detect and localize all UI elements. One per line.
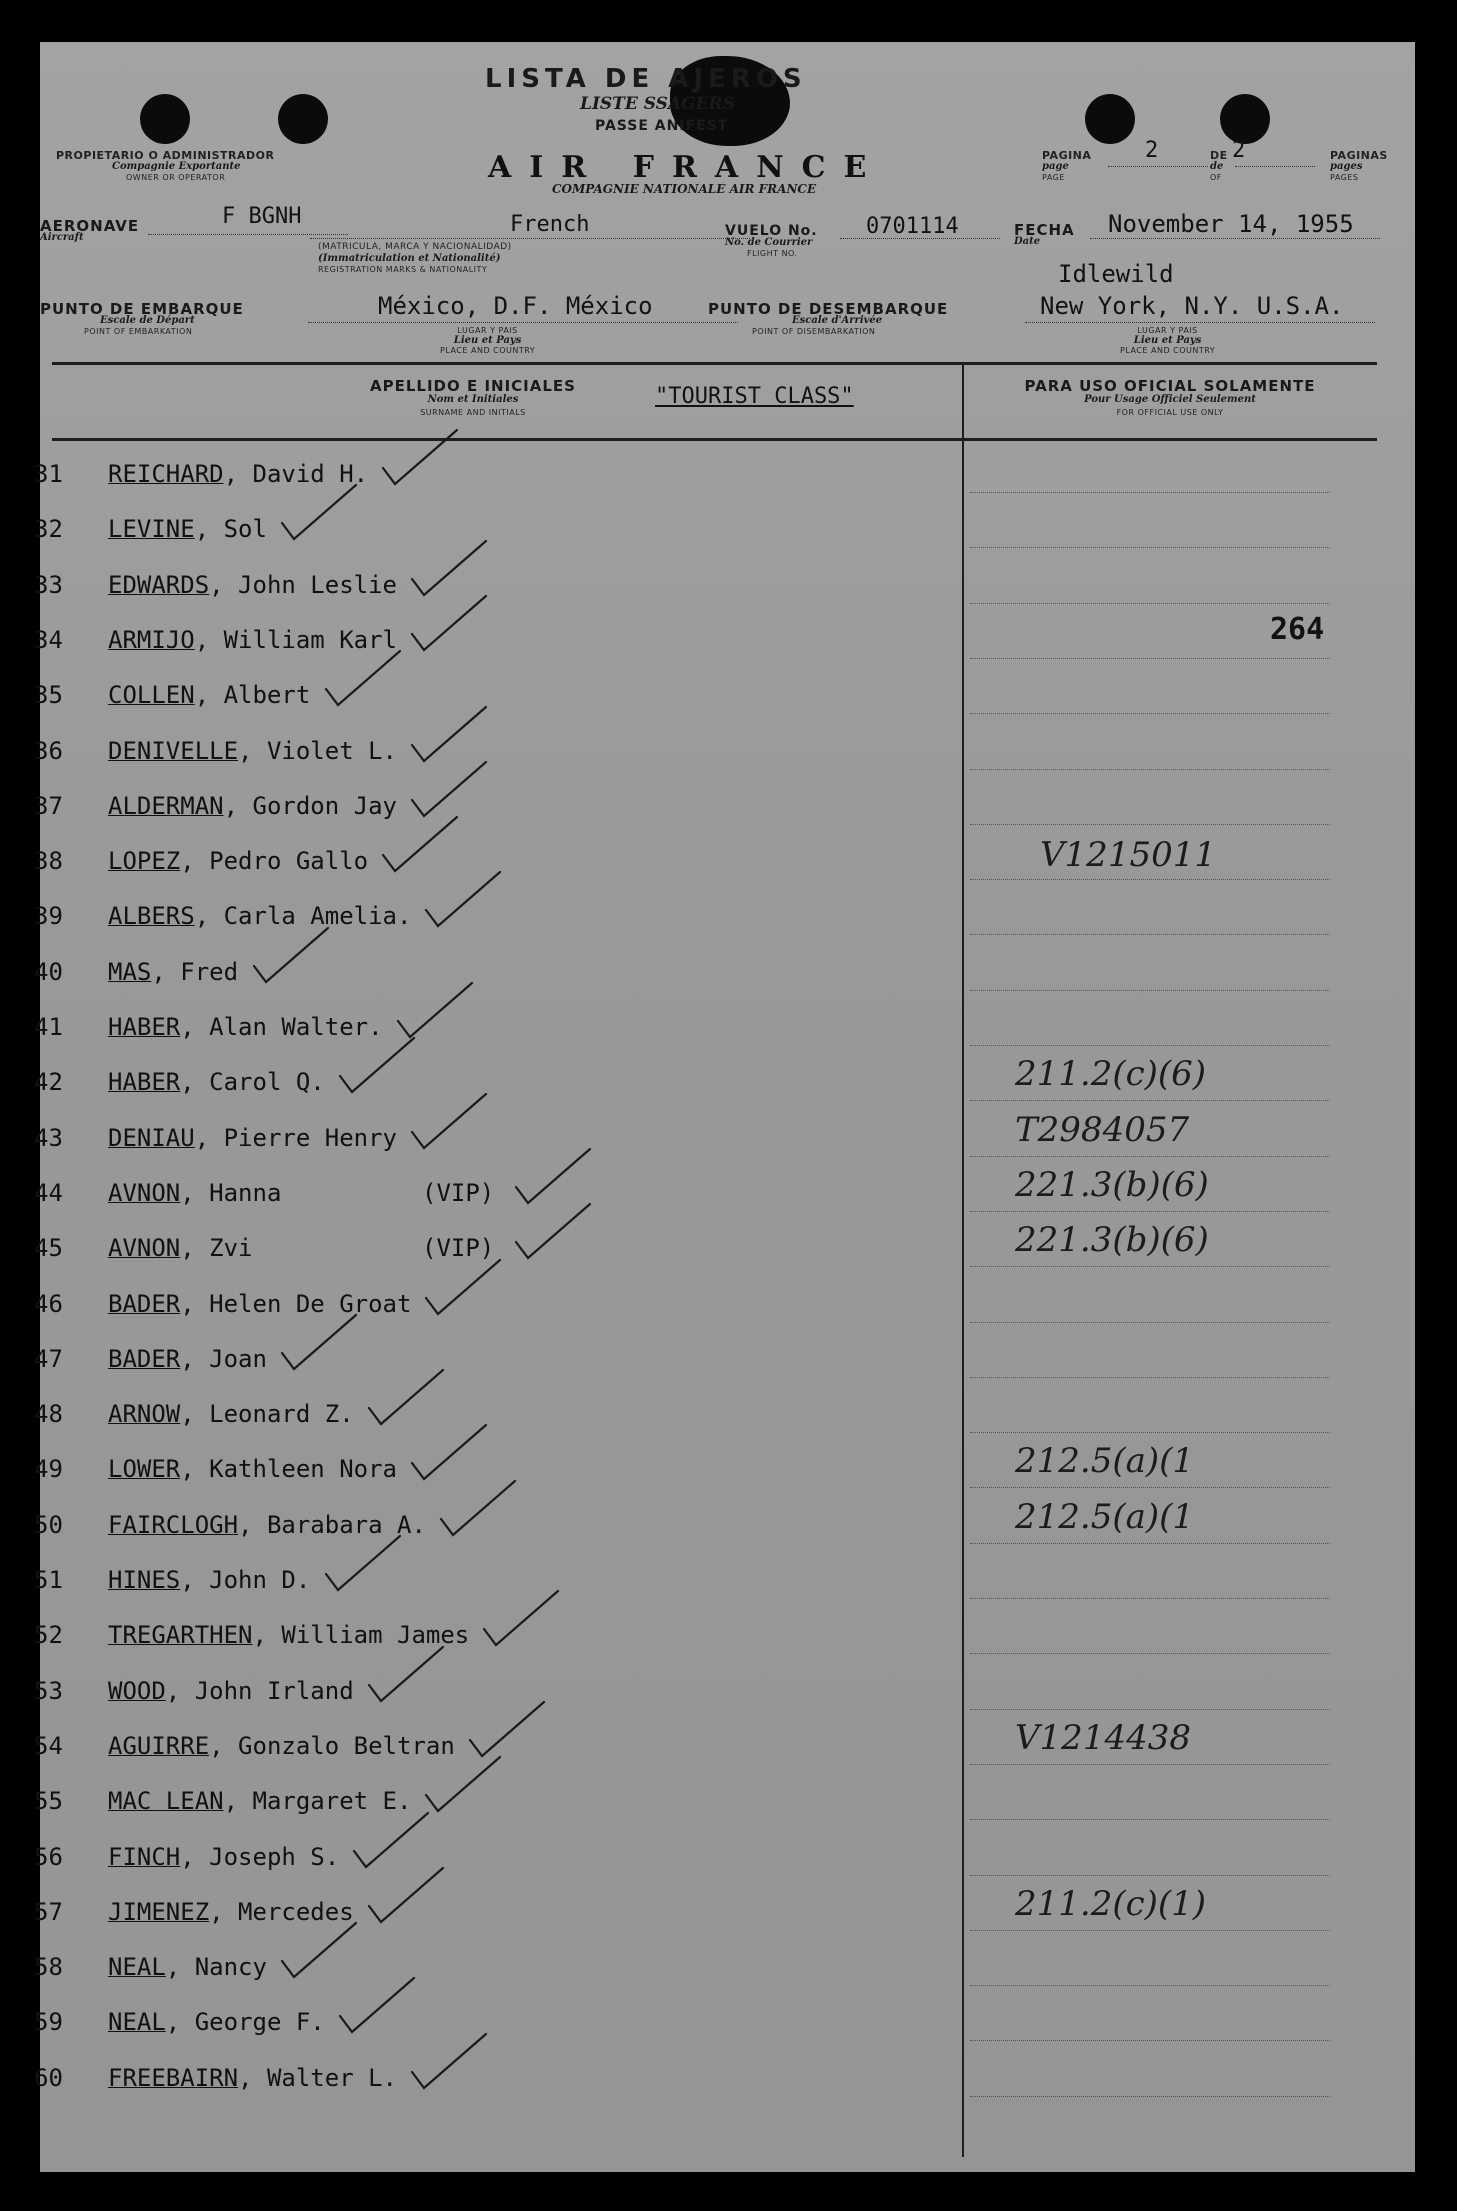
official-use-line [970, 1432, 1330, 1433]
official-use-line [970, 1709, 1330, 1710]
passenger-name [108, 681, 310, 709]
passenger-given-name: , William Karl [194, 626, 397, 654]
row-number: 34 [34, 626, 63, 654]
row-number: 39 [34, 902, 63, 930]
passenger-name [108, 847, 368, 875]
official-use-line [970, 1211, 1330, 1212]
manifest-sheet [34, 42, 1415, 2172]
official-use-line [970, 879, 1330, 880]
punch-hole-left-2 [278, 94, 328, 144]
row-number: 59 [34, 2008, 63, 2036]
check-mark-icon [406, 1086, 496, 1156]
check-mark-icon [363, 1639, 453, 1709]
punch-hole-right-2 [1220, 94, 1270, 144]
passenger-given-name: , John Leslie [209, 571, 397, 599]
passenger-given-name: , David H. [223, 460, 369, 488]
passenger-given-name: , Carol Q. [180, 1068, 325, 1096]
passenger-surname: BADER [108, 1345, 181, 1373]
check-mark-icon [320, 643, 410, 713]
official-use-line [970, 1045, 1330, 1046]
passenger-surname: COLLEN [108, 681, 195, 709]
passenger-name [108, 1953, 267, 1981]
check-mark-icon [276, 1307, 366, 1377]
official-note: 212.5(a)(1 [1015, 1497, 1195, 1537]
date-label: FECHA Date [1014, 221, 1075, 247]
official-use-line [970, 547, 1330, 548]
passenger-name [108, 1732, 455, 1760]
passenger-surname: ARNOW [108, 1400, 181, 1428]
passenger-given-name: , Carla Amelia. [194, 902, 412, 930]
row-number: 31 [34, 460, 63, 488]
passenger-given-name: , Nancy [165, 1953, 267, 1981]
passenger-name [108, 1234, 253, 1262]
official-use-line [970, 1487, 1330, 1488]
passenger-surname: ALDERMAN [108, 792, 224, 820]
passenger-name [108, 571, 397, 599]
names-column-header: APELLIDO E INICIALES Nom et Initiales SURNAME AND INITIALS [370, 377, 576, 417]
row-number: 56 [34, 1843, 63, 1871]
passenger-given-name: , John Irland [165, 1677, 354, 1705]
official-use-line [970, 1985, 1330, 1986]
passenger-given-name: , Joan [180, 1345, 267, 1373]
passenger-given-name: , William James [252, 1621, 470, 1649]
punch-hole-left-1 [140, 94, 190, 144]
passenger-surname: AGUIRRE [108, 1732, 210, 1760]
passenger-given-name: , John D. [180, 1566, 311, 1594]
passenger-given-name: , Alan Walter. [180, 1013, 383, 1041]
official-use-line [970, 769, 1330, 770]
passenger-name [108, 2008, 325, 2036]
official-use-line [970, 1266, 1330, 1267]
owner-label: PROPIETARIO O ADMINISTRADOR Compagnie Exportante OWNER OR OPERATOR [56, 149, 275, 182]
row-number: 54 [34, 1732, 63, 1760]
official-use-line [970, 1156, 1330, 1157]
disembark-label: PUNTO DE DESEMBARQUE Escale d'Arrivée POINT OF DISEMBARKATION [708, 300, 949, 336]
row-number: 47 [34, 1345, 63, 1373]
passenger-name [108, 1068, 325, 1096]
passenger-surname: NEAL [108, 1953, 166, 1981]
official-use-line [970, 1598, 1330, 1599]
passenger-given-name: , Gonzalo Beltran [209, 1732, 455, 1760]
row-number: 35 [34, 681, 63, 709]
passenger-given-name: , Margaret E. [223, 1787, 412, 1815]
row-number: 36 [34, 737, 63, 765]
passenger-surname: EDWARDS [108, 571, 210, 599]
row-number: 37 [34, 792, 63, 820]
passenger-surname: BADER [108, 1290, 181, 1318]
check-mark-icon [276, 477, 366, 547]
passenger-given-name: , Gordon Jay [223, 792, 397, 820]
row-number: 42 [34, 1068, 63, 1096]
passenger-surname: DENIVELLE [108, 737, 239, 765]
check-mark-icon [435, 1473, 525, 1543]
passenger-surname: ARMIJO [108, 626, 195, 654]
official-use-line [970, 1819, 1330, 1820]
vip-marker: (VIP) [422, 1179, 495, 1207]
check-mark-icon [363, 1860, 453, 1930]
passenger-surname: NEAL [108, 2008, 166, 2036]
passenger-given-name: , Kathleen Nora [180, 1455, 397, 1483]
official-use-line [970, 934, 1330, 935]
passenger-given-name: , Albert [194, 681, 311, 709]
aircraft-label: AERONAVE Aircraft [40, 217, 140, 243]
row-number: 32 [34, 515, 63, 543]
official-use-line [970, 658, 1330, 659]
passenger-given-name: , Leonard Z. [180, 1400, 354, 1428]
row-number: 45 [34, 1234, 63, 1262]
of-label: DE de OF [1210, 149, 1228, 182]
passenger-given-name: , Sol [194, 515, 267, 543]
official-use-line [970, 1653, 1330, 1654]
row-number: 55 [34, 1787, 63, 1815]
passenger-given-name: , Mercedes [209, 1898, 354, 1926]
airline-subtitle: COMPAGNIE NATIONALE AIR FRANCE [552, 182, 817, 196]
row-number: 60 [34, 2064, 63, 2092]
row-number: 46 [34, 1290, 63, 1318]
passenger-surname: MAC LEAN [108, 1787, 224, 1815]
pages-label: PAGINAS pages PAGES [1330, 149, 1388, 182]
check-mark-icon [420, 864, 510, 934]
row-number: 41 [34, 1013, 63, 1041]
passenger-surname: REICHARD [108, 460, 224, 488]
official-column-header: PARA USO OFICIAL SOLAMENTE Pour Usage Officiel Seulement FOR OFFICIAL USE ONLY [1024, 377, 1316, 417]
page-label: PAGINA page PAGE [1042, 149, 1092, 182]
passenger-surname: LEVINE [108, 515, 195, 543]
registration-label: (MATRICULA, MARCA Y NACIONALIDAD) (Immatriculation et Nationalité) REGISTRATION MARKS & NATIONALITY [318, 242, 512, 274]
page-value: 2 [1145, 138, 1159, 163]
vip-marker: (VIP) [422, 1234, 495, 1262]
check-mark-icon [248, 920, 338, 990]
header-rule-bottom [52, 438, 1377, 441]
official-note: 212.5(a)(1 [1015, 1441, 1195, 1481]
passenger-given-name: , Hanna [180, 1179, 282, 1207]
official-use-line [970, 1377, 1330, 1378]
passenger-surname: AVNON [108, 1179, 181, 1207]
row-number: 38 [34, 847, 63, 875]
row-number: 58 [34, 1953, 63, 1981]
passenger-given-name: , Pierre Henry [194, 1124, 397, 1152]
passenger-given-name: , Zvi [180, 1234, 253, 1262]
passenger-name [108, 1124, 397, 1152]
row-number: 53 [34, 1677, 63, 1705]
passenger-name [108, 515, 267, 543]
passenger-surname: MAS [108, 958, 152, 986]
passenger-given-name: , Pedro Gallo [180, 847, 369, 875]
header-rule-top [52, 362, 1377, 365]
passenger-name [108, 958, 238, 986]
passenger-name [108, 1566, 310, 1594]
passenger-name [108, 1843, 339, 1871]
passenger-name [108, 1455, 397, 1483]
official-note: V1214438 [1015, 1718, 1191, 1758]
airline-name: AIR FRANCE [488, 150, 885, 185]
passenger-given-name: , Violet L. [238, 737, 397, 765]
flight-value: 0701114 [866, 214, 959, 239]
aircraft-value: F BGNH [222, 204, 302, 229]
embark-place-label: LUGAR Y PAIS Lieu et Pays PLACE AND COUNTRY [440, 326, 536, 355]
official-use-line [970, 1930, 1330, 1931]
title-spanish: LISTA DE AJEROS [485, 64, 807, 94]
passenger-surname: LOPEZ [108, 847, 181, 875]
passenger-surname: JIMENEZ [108, 1898, 210, 1926]
of-value: 2 [1232, 138, 1246, 163]
passenger-given-name: , Barabara A. [238, 1511, 426, 1539]
check-mark-icon [406, 588, 496, 658]
passenger-given-name: , Helen De Groat [180, 1290, 412, 1318]
passenger-name [108, 737, 397, 765]
official-use-line [970, 2040, 1330, 2041]
official-use-line [970, 713, 1330, 714]
disembark-value-line1: Idlewild [1058, 260, 1174, 288]
row-number: 49 [34, 1455, 63, 1483]
check-mark-icon [420, 1252, 510, 1322]
passenger-surname: FAIRCLOGH [108, 1511, 239, 1539]
check-mark-icon [320, 1528, 410, 1598]
passenger-name [108, 792, 397, 820]
passenger-given-name: , Fred [151, 958, 239, 986]
passenger-surname: FINCH [108, 1843, 181, 1871]
passenger-surname: FREEBAIRN [108, 2064, 239, 2092]
row-number: 48 [34, 1400, 63, 1428]
official-use-line [970, 824, 1330, 825]
passenger-given-name: , George F. [165, 2008, 325, 2036]
official-use-line [970, 1764, 1330, 1765]
official-note: 221.3(b)(6) [1015, 1220, 1209, 1260]
row-number: 50 [34, 1511, 63, 1539]
row-number: 44 [34, 1179, 63, 1207]
official-use-line [970, 2096, 1330, 2097]
passenger-surname: TREGARTHEN [108, 1621, 253, 1649]
official-use-line [970, 990, 1330, 991]
disembark-place-label: LUGAR Y PAIS Lieu et Pays PLACE AND COUNTRY [1120, 326, 1216, 355]
passenger-surname: HABER [108, 1068, 181, 1096]
row-number: 57 [34, 1898, 63, 1926]
official-note: V1215011 [1040, 835, 1216, 875]
passenger-surname: DENIAU [108, 1124, 195, 1152]
official-note: 221.3(b)(6) [1015, 1165, 1209, 1205]
passenger-surname: LOWER [108, 1455, 181, 1483]
row-number: 40 [34, 958, 63, 986]
official-use-line [970, 1100, 1330, 1101]
check-mark-icon [510, 1196, 600, 1266]
check-mark-icon [377, 422, 467, 492]
column-divider [962, 362, 964, 2157]
title-french: LISTE SSAGERS [580, 94, 735, 114]
official-note: 211.2(c)(6) [1015, 1054, 1207, 1094]
official-note: 211.2(c)(1) [1015, 1884, 1207, 1924]
passenger-surname: HINES [108, 1566, 181, 1594]
passenger-name [108, 1345, 267, 1373]
official-use-line [970, 603, 1330, 604]
official-use-line [970, 1875, 1330, 1876]
embark-value: México, D.F. México [378, 292, 653, 320]
registration-value: French [510, 212, 590, 237]
passenger-given-name: , Walter L. [238, 2064, 397, 2092]
official-use-line [970, 1543, 1330, 1544]
passenger-name [108, 2064, 397, 2092]
embark-label: PUNTO DE EMBARQUE Escale de Départ POINT OF EMBARKATION [40, 300, 244, 336]
passenger-surname: HABER [108, 1013, 181, 1041]
date-value: November 14, 1955 [1108, 210, 1354, 238]
passenger-surname: WOOD [108, 1677, 166, 1705]
official-note: T2984057 [1015, 1110, 1190, 1150]
row-number: 43 [34, 1124, 63, 1152]
official-note: 264 [1270, 612, 1325, 647]
punch-hole-right-1 [1085, 94, 1135, 144]
passenger-name [108, 1677, 354, 1705]
class-label: "TOURIST CLASS" [655, 384, 854, 409]
passenger-name [108, 1179, 281, 1207]
disembark-value: New York, N.Y. U.S.A. [1040, 292, 1344, 320]
check-mark-icon [406, 2026, 496, 2096]
passenger-given-name: , Joseph S. [180, 1843, 340, 1871]
row-number: 33 [34, 571, 63, 599]
official-use-line [970, 492, 1330, 493]
row-number: 51 [34, 1566, 63, 1594]
row-number: 52 [34, 1621, 63, 1649]
official-use-line [970, 1322, 1330, 1323]
passenger-surname: ALBERS [108, 902, 195, 930]
passenger-surname: AVNON [108, 1234, 181, 1262]
flight-label: VUELO No. No. de Courrier FLIGHT NO. [725, 223, 818, 258]
title-english: PASSE ANIFEST [595, 118, 729, 134]
passenger-name [108, 1400, 354, 1428]
check-mark-icon [478, 1583, 568, 1653]
